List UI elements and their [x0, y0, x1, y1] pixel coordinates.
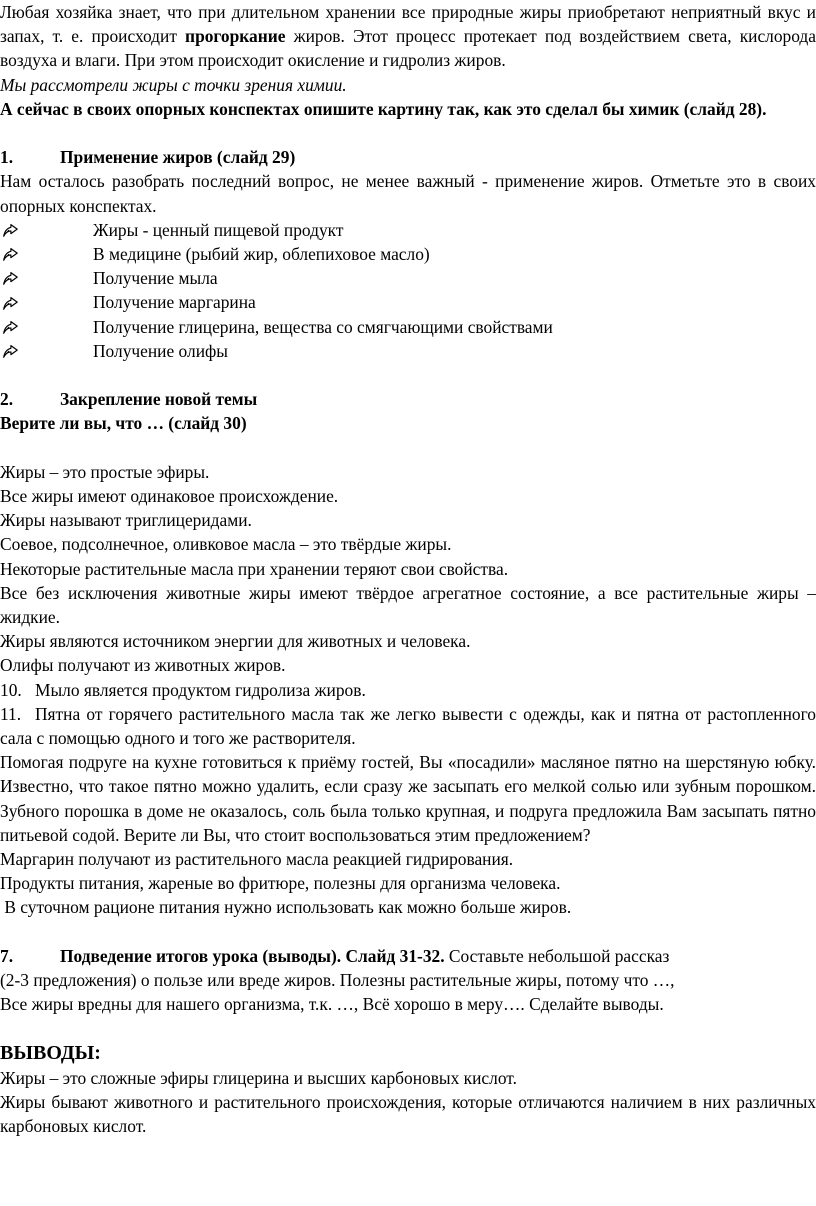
section7-text-line1: Составьте небольшой рассказ: [444, 945, 670, 966]
section7-text-line2: (2-3 предложения) о пользе или вреде жиров. Полезны растительные жиры, потому что …,: [0, 970, 675, 991]
section7-title: Подведение итогов урока (выводы). Слайд 31-32.: [60, 945, 445, 966]
statement: Жиры – это простые эфиры.: [0, 461, 210, 482]
statements-list: [0, 460, 816, 920]
bullet-text: Получение маргарина: [93, 292, 256, 313]
bullet-text: Получение мыла: [93, 268, 218, 289]
conclusion-line: Жиры – это сложные эфиры глицерина и высших карбоновых кислот.: [0, 1067, 517, 1088]
section2-question: Верите ли вы, что … (слайд 30): [0, 413, 247, 434]
statement: Олифы получают из животных жиров.: [0, 655, 286, 676]
section7-heading: [0, 944, 816, 968]
spacer: [0, 920, 816, 944]
statement: Жиры являются источником энергии для животных и человека.: [0, 631, 471, 652]
spacer: [0, 436, 816, 460]
intro-text-part1: Любая хозяйка знает, что при длительном хранении все природные жиры приобретают неприятный вкус и запах, т. е. происходит: [0, 2, 816, 47]
section2-title: Закрепление новой темы: [60, 389, 258, 410]
pointing-hand-icon: [0, 266, 93, 290]
pointing-hand-icon: [0, 315, 93, 339]
statement-number: 10.: [0, 679, 22, 700]
statement: Маргарин получают из растительного масла реакцией гидрирования.: [0, 849, 514, 870]
section1-text: Нам осталось разобрать последний вопрос, не менее важный - применение жиров. Отметьте это в своих опорных конспектах.: [0, 171, 816, 216]
section7-text-line3: Все жиры вредны для нашего организма, т.к. …, Всё хорошо в меру…. Сделайте выводы.: [0, 994, 664, 1015]
bullet-text: Жиры - ценный пищевой продукт: [93, 219, 344, 240]
statement-text: Мыло является продуктом гидролиза жиров.: [35, 679, 366, 700]
pointing-hand-icon: [0, 242, 93, 266]
section2-heading: [0, 387, 816, 411]
statement-numbered: [0, 678, 816, 702]
section1-number: 1.: [0, 147, 14, 168]
list-item: [0, 290, 816, 314]
list-item: [0, 218, 816, 242]
list-item: [0, 242, 816, 266]
conclusions-title: ВЫВОДЫ:: [0, 1041, 101, 1064]
intro-italic-line: Мы рассмотрели жиры с точки зрения химии.: [0, 74, 347, 95]
list-item: [0, 315, 816, 339]
bullet-text: В медицине (рыбий жир, облепиховое масло): [93, 244, 430, 265]
bullet-text: Получение глицерина, вещества со смягчающими свойствами: [93, 316, 553, 337]
pointing-hand-icon: [0, 218, 93, 242]
statement: Помогая подруге на кухне готовиться к приёму гостей, Вы «посадили» масляное пятно на шерстяную юбку. Известно, что такое пятно можно удалить, если сразу же засыпать его мелкой солью или зубным порошком. Зубного порошка в доме не оказалось, соль была только крупная, и подруга предложила Вам засыпать пятно питьевой содой. Верите ли Вы, что стоит воспользоваться этим предложением?: [0, 752, 816, 845]
spacer: [0, 121, 816, 145]
intro-bold-term: прогоркание: [185, 26, 286, 47]
statement: Жиры называют триглицеридами.: [0, 510, 252, 531]
intro-bold-task: А сейчас в своих опорных конспектах опишите картину так, как это сделал бы химик (слайд 28).: [0, 98, 767, 119]
spacer: [0, 363, 816, 387]
section1-heading: [0, 145, 816, 169]
statement: Все без исключения животные жиры имеют твёрдое агрегатное состояние, а все растительные жиры – жидкие.: [0, 582, 816, 628]
statement: В суточном рационе питания нужно использовать как можно больше жиров.: [0, 897, 572, 918]
statement-numbered: [0, 702, 816, 750]
bullet-text: Получение олифы: [93, 340, 228, 361]
intro-paragraph: [0, 0, 816, 73]
intro-text-part2: жиров. Этот процесс протекает под воздействием света, кислорода воздуха и влаги. При этом происходит окисление и гидролиз жиров.: [0, 26, 816, 71]
pointing-hand-icon: [0, 339, 93, 363]
section7-number: 7.: [0, 945, 14, 966]
statement: Продукты питания, жареные во фритюре, полезны для организма человека.: [0, 873, 561, 894]
section1-title: Применение жиров (слайд 29): [60, 147, 296, 168]
statement-text: Пятна от горячего растительного масла так же легко вывести с одежды, как и пятна от растопленного сала с помощью одного и того же растворителя.: [0, 703, 816, 749]
conclusion-line: Жиры бывают животного и растительного происхождения, которые отличаются наличием в них различных карбоновых кислот.: [0, 1091, 816, 1137]
spacer: [0, 1016, 816, 1040]
list-item: [0, 266, 816, 290]
statement: Все жиры имеют одинаковое происхождение.: [0, 486, 339, 507]
pointing-hand-icon: [0, 290, 93, 314]
section2-number: 2.: [0, 389, 14, 410]
section1-bullet-list: [0, 218, 816, 363]
statement: Соевое, подсолнечное, оливковое масла – это твёрдые жиры.: [0, 534, 452, 555]
list-item: [0, 339, 816, 363]
statement-number: 11.: [0, 703, 22, 724]
statement: Некоторые растительные масла при хранении теряют свои свойства.: [0, 558, 509, 579]
